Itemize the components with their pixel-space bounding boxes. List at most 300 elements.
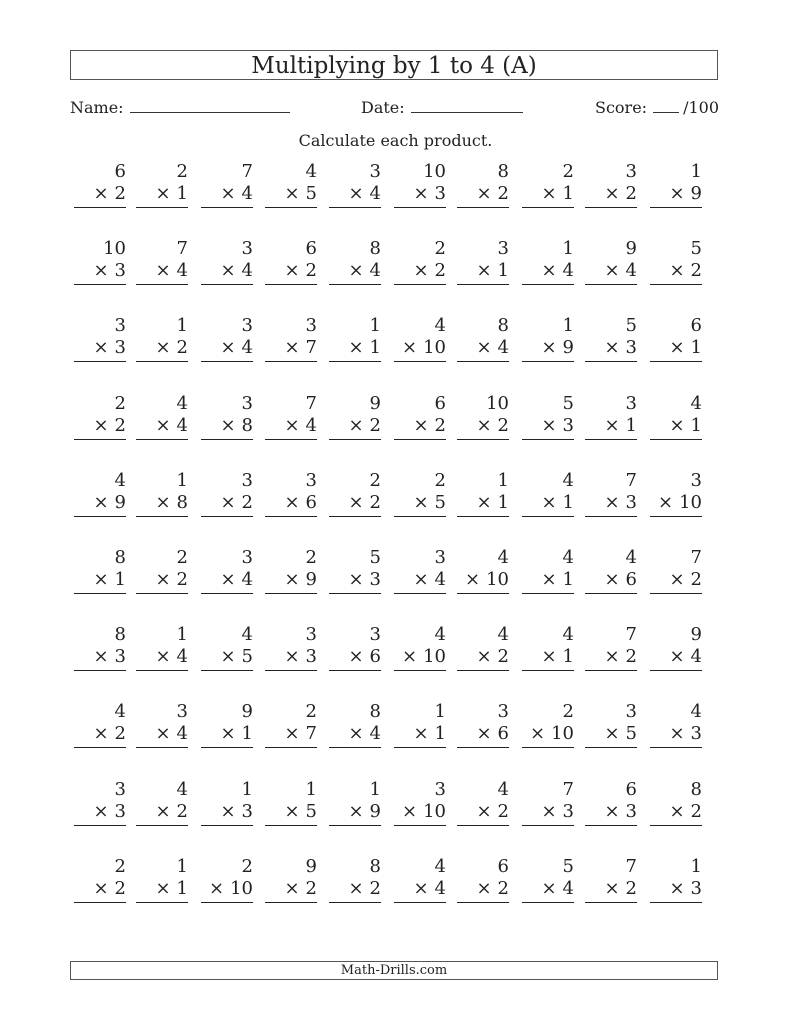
multiplicand: 1 — [176, 624, 188, 646]
multiplier-row — [74, 415, 126, 440]
multiplicand: 6 — [114, 161, 126, 182]
problem — [136, 547, 188, 594]
multiplier: 3 — [690, 877, 702, 899]
multiplier-row — [329, 646, 381, 671]
multiplicand: 4 — [497, 778, 509, 800]
multiplier-row — [585, 492, 637, 517]
multiplier-row — [329, 260, 381, 285]
multiplier: 4 — [690, 646, 702, 668]
times-sign: × — [604, 183, 620, 204]
multiplicand: 8 — [369, 238, 381, 260]
multiplier-row — [394, 260, 446, 285]
multiplier: 3 — [690, 723, 702, 745]
multiplier-row — [201, 260, 253, 285]
multiplier: 6 — [369, 646, 381, 668]
multiplier-row — [201, 801, 253, 826]
times-sign: × — [155, 569, 171, 590]
multiplier-row — [201, 492, 253, 517]
multiplier-row — [136, 569, 188, 594]
problem — [394, 470, 446, 517]
multiplier: 4 — [625, 260, 637, 282]
multiplicand: 2 — [562, 701, 574, 723]
multiplier: 1 — [497, 491, 509, 513]
footer-credit: Math-Drills.com — [70, 961, 718, 980]
problem — [74, 238, 126, 285]
multiplier: 3 — [625, 491, 637, 513]
multiplicand: 4 — [176, 778, 188, 800]
multiplier: 4 — [241, 260, 253, 282]
multiplier: 1 — [562, 569, 574, 590]
problem — [522, 470, 574, 517]
times-sign: × — [669, 183, 685, 204]
multiplier-row — [522, 183, 574, 208]
problem — [650, 470, 702, 517]
multiplier: 4 — [176, 723, 188, 745]
times-sign: × — [541, 183, 557, 204]
problem — [522, 779, 574, 826]
problem — [74, 547, 126, 594]
multiplier: 2 — [305, 877, 317, 899]
times-sign: × — [413, 877, 429, 899]
problem — [265, 315, 317, 362]
multiplicand: 6 — [497, 855, 509, 877]
multiplier: 6 — [625, 569, 637, 590]
multiplicand: 3 — [625, 701, 637, 723]
multiplier: 6 — [305, 491, 317, 513]
multiplier: 5 — [434, 491, 446, 513]
multiplicand: 4 — [562, 547, 574, 568]
multiplier-row — [136, 723, 188, 748]
times-sign: × — [402, 800, 418, 822]
multiplier-row — [329, 801, 381, 826]
multiplier: 1 — [562, 646, 574, 668]
problem — [201, 470, 253, 517]
multiplicand: 8 — [690, 778, 702, 800]
times-sign: × — [604, 877, 620, 899]
multiplicand: 10 — [486, 392, 509, 414]
problem — [201, 315, 253, 362]
multiplier-row — [394, 337, 446, 362]
multiplicand: 3 — [241, 238, 253, 260]
problem — [265, 547, 317, 594]
problem — [201, 161, 253, 208]
problem — [522, 547, 574, 594]
problem — [74, 393, 126, 440]
multiplier: 9 — [305, 569, 317, 590]
multiplier-row — [201, 415, 253, 440]
multiplier-row — [457, 337, 509, 362]
multiplicand: 7 — [625, 624, 637, 646]
multiplier-row — [585, 723, 637, 748]
times-sign: × — [541, 569, 557, 590]
multiplier-row — [265, 337, 317, 362]
times-sign: × — [155, 183, 171, 204]
multiplicand: 3 — [369, 624, 381, 646]
times-sign: × — [541, 337, 557, 359]
times-sign: × — [220, 723, 236, 745]
multiplicand: 6 — [305, 238, 317, 260]
multiplier: 3 — [114, 337, 126, 359]
problem — [265, 856, 317, 903]
multiplier-row — [74, 569, 126, 594]
multiplier-row — [201, 337, 253, 362]
problem — [136, 238, 188, 285]
multiplier: 3 — [114, 260, 126, 282]
multiplier: 2 — [369, 877, 381, 899]
multiplier: 1 — [690, 337, 702, 359]
multiplier: 3 — [241, 800, 253, 822]
multiplicand: 4 — [305, 161, 317, 182]
times-sign: × — [402, 646, 418, 668]
multiplier: 1 — [497, 260, 509, 282]
multiplier-row — [394, 801, 446, 826]
problem — [265, 701, 317, 748]
multiplicand: 4 — [562, 469, 574, 491]
multiplier: 2 — [305, 260, 317, 282]
times-sign: × — [669, 569, 685, 590]
multiplier: 4 — [562, 260, 574, 282]
multiplier: 5 — [305, 800, 317, 822]
multiplier: 2 — [625, 183, 637, 204]
times-sign: × — [476, 491, 492, 513]
problem — [329, 779, 381, 826]
times-sign: × — [658, 491, 674, 513]
problem — [650, 547, 702, 594]
multiplier-row — [329, 415, 381, 440]
times-sign: × — [476, 877, 492, 899]
multiplier-row — [522, 260, 574, 285]
multiplicand: 7 — [562, 778, 574, 800]
times-sign: × — [93, 646, 109, 668]
multiplier: 10 — [551, 723, 574, 745]
times-sign: × — [348, 723, 364, 745]
times-sign: × — [348, 337, 364, 359]
problem — [394, 779, 446, 826]
problem — [585, 856, 637, 903]
times-sign: × — [220, 337, 236, 359]
multiplicand: 1 — [690, 161, 702, 182]
multiplier-row — [585, 801, 637, 826]
multiplier-row — [74, 183, 126, 208]
multiplier: 3 — [625, 337, 637, 359]
multiplicand: 2 — [241, 855, 253, 877]
multiplier: 2 — [625, 877, 637, 899]
problem — [585, 624, 637, 671]
problem — [136, 470, 188, 517]
multiplicand: 10 — [103, 238, 126, 260]
problem — [201, 701, 253, 748]
multiplier: 1 — [690, 414, 702, 436]
multiplier: 2 — [690, 260, 702, 282]
instructions: Calculate each product. — [298, 131, 493, 150]
multiplier-row — [74, 646, 126, 671]
problem — [585, 470, 637, 517]
multiplicand: 8 — [497, 161, 509, 182]
problem — [522, 315, 574, 362]
multiplicand: 3 — [434, 778, 446, 800]
times-sign: × — [220, 646, 236, 668]
multiplier-row — [201, 723, 253, 748]
times-sign: × — [413, 723, 429, 745]
times-sign: × — [413, 183, 429, 204]
multiplicand: 4 — [176, 392, 188, 414]
date-label: Date: — [361, 98, 405, 117]
times-sign: × — [669, 723, 685, 745]
multiplicand: 4 — [497, 547, 509, 568]
multiplier: 4 — [305, 414, 317, 436]
problem — [329, 315, 381, 362]
times-sign: × — [93, 260, 109, 282]
multiplier: 2 — [369, 491, 381, 513]
problem — [74, 856, 126, 903]
multiplicand: 1 — [497, 469, 509, 491]
times-sign: × — [669, 800, 685, 822]
multiplier-row — [650, 183, 702, 208]
problem — [394, 547, 446, 594]
problem — [522, 701, 574, 748]
problem — [136, 161, 188, 208]
multiplier: 4 — [369, 260, 381, 282]
multiplier: 2 — [114, 183, 126, 204]
multiplier: 10 — [423, 800, 446, 822]
multiplier: 1 — [369, 337, 381, 359]
times-sign: × — [284, 183, 300, 204]
multiplier: 4 — [369, 183, 381, 204]
multiplicand: 3 — [305, 469, 317, 491]
problem — [457, 470, 509, 517]
multiplicand: 7 — [690, 547, 702, 568]
multiplier-row — [585, 415, 637, 440]
multiplier-row — [522, 801, 574, 826]
multiplicand: 4 — [690, 392, 702, 414]
multiplicand: 7 — [305, 392, 317, 414]
times-sign: × — [93, 491, 109, 513]
times-sign: × — [348, 260, 364, 282]
multiplier: 4 — [434, 569, 446, 590]
score-total: /100 — [683, 98, 719, 117]
multiplier: 8 — [176, 491, 188, 513]
multiplicand: 2 — [434, 469, 446, 491]
multiplicand: 9 — [625, 238, 637, 260]
multiplier-row — [457, 801, 509, 826]
multiplier-row — [74, 878, 126, 903]
multiplier-row — [74, 337, 126, 362]
multiplier-row — [650, 415, 702, 440]
multiplier-row — [329, 878, 381, 903]
multiplicand: 3 — [241, 315, 253, 337]
multiplicand: 3 — [241, 469, 253, 491]
multiplier-row — [457, 492, 509, 517]
times-sign: × — [348, 491, 364, 513]
times-sign: × — [541, 491, 557, 513]
problem — [650, 701, 702, 748]
multiplier: 9 — [690, 183, 702, 204]
times-sign: × — [220, 569, 236, 590]
multiplier: 3 — [562, 800, 574, 822]
multiplier: 2 — [625, 646, 637, 668]
multiplicand: 1 — [176, 469, 188, 491]
times-sign: × — [541, 646, 557, 668]
problem — [329, 701, 381, 748]
multiplicand: 1 — [241, 778, 253, 800]
problem — [650, 393, 702, 440]
times-sign: × — [284, 260, 300, 282]
multiplicand: 3 — [176, 701, 188, 723]
problem — [585, 779, 637, 826]
problem — [457, 161, 509, 208]
problem — [457, 393, 509, 440]
multiplier-row — [650, 878, 702, 903]
problem — [265, 161, 317, 208]
multiplier: 1 — [176, 183, 188, 204]
multiplicand: 2 — [434, 238, 446, 260]
times-sign: × — [476, 800, 492, 822]
multiplicand: 4 — [241, 624, 253, 646]
times-sign: × — [604, 800, 620, 822]
times-sign: × — [284, 800, 300, 822]
multiplier-row — [201, 183, 253, 208]
multiplicand: 4 — [434, 624, 446, 646]
multiplier: 3 — [114, 800, 126, 822]
multiplier-row — [329, 183, 381, 208]
multiplicand: 9 — [305, 855, 317, 877]
multiplier-row — [522, 492, 574, 517]
multiplier-row — [201, 569, 253, 594]
multiplier-row — [650, 569, 702, 594]
worksheet-title: Multiplying by 1 to 4 (A) — [70, 50, 718, 80]
times-sign: × — [604, 723, 620, 745]
problem — [74, 779, 126, 826]
multiplier: 9 — [369, 800, 381, 822]
multiplier: 3 — [434, 183, 446, 204]
problem — [329, 624, 381, 671]
multiplier: 5 — [305, 183, 317, 204]
multiplier-row — [457, 415, 509, 440]
multiplier-row — [457, 183, 509, 208]
multiplier-row — [136, 646, 188, 671]
multiplier: 9 — [114, 491, 126, 513]
times-sign: × — [93, 337, 109, 359]
problem — [201, 779, 253, 826]
multiplier-row — [136, 415, 188, 440]
times-sign: × — [284, 569, 300, 590]
multiplier-row — [650, 260, 702, 285]
multiplier: 1 — [114, 569, 126, 590]
times-sign: × — [476, 723, 492, 745]
multiplier-row — [74, 260, 126, 285]
times-sign: × — [541, 800, 557, 822]
multiplicand: 3 — [305, 315, 317, 337]
problem — [136, 315, 188, 362]
multiplicand: 10 — [423, 161, 446, 182]
multiplier: 2 — [690, 569, 702, 590]
multiplier-row — [329, 569, 381, 594]
multiplier-row — [136, 183, 188, 208]
times-sign: × — [209, 877, 225, 899]
multiplier: 2 — [176, 337, 188, 359]
problem — [394, 624, 446, 671]
multiplier: 2 — [497, 646, 509, 668]
times-sign: × — [284, 414, 300, 436]
multiplier-row — [394, 492, 446, 517]
problem — [201, 856, 253, 903]
problem — [650, 315, 702, 362]
multiplier: 2 — [434, 260, 446, 282]
multiplier-row — [650, 337, 702, 362]
multiplier-row — [201, 646, 253, 671]
problem — [329, 470, 381, 517]
problem — [585, 547, 637, 594]
multiplicand: 4 — [690, 701, 702, 723]
multiplicand: 3 — [497, 238, 509, 260]
problem — [74, 624, 126, 671]
problem — [265, 238, 317, 285]
multiplier: 2 — [497, 183, 509, 204]
times-sign: × — [402, 337, 418, 359]
multiplier-row — [457, 878, 509, 903]
multiplier-row — [457, 646, 509, 671]
multiplicand: 7 — [625, 855, 637, 877]
multiplier: 10 — [679, 491, 702, 513]
multiplier-row — [522, 569, 574, 594]
times-sign: × — [476, 337, 492, 359]
times-sign: × — [669, 877, 685, 899]
times-sign: × — [155, 646, 171, 668]
multiplier-row — [265, 801, 317, 826]
times-sign: × — [93, 569, 109, 590]
multiplier: 4 — [176, 646, 188, 668]
multiplicand: 9 — [690, 624, 702, 646]
times-sign: × — [155, 414, 171, 436]
multiplier-row — [136, 337, 188, 362]
multiplier-row — [585, 260, 637, 285]
multiplier-row — [329, 492, 381, 517]
multiplier: 1 — [625, 414, 637, 436]
multiplier-row — [329, 723, 381, 748]
problem — [201, 393, 253, 440]
multiplier-row — [394, 569, 446, 594]
times-sign: × — [93, 800, 109, 822]
multiplier: 10 — [423, 646, 446, 668]
multiplier: 1 — [241, 723, 253, 745]
multiplicand: 3 — [369, 161, 381, 182]
multiplicand: 9 — [369, 392, 381, 414]
problem — [522, 856, 574, 903]
multiplier-row — [201, 878, 253, 903]
multiplier-row — [457, 569, 509, 594]
times-sign: × — [348, 569, 364, 590]
problem — [329, 238, 381, 285]
problem — [457, 238, 509, 285]
multiplier: 1 — [176, 877, 188, 899]
times-sign: × — [476, 414, 492, 436]
problem — [457, 856, 509, 903]
problem — [650, 161, 702, 208]
multiplicand: 8 — [369, 701, 381, 723]
problem — [136, 393, 188, 440]
problem — [650, 779, 702, 826]
multiplier: 1 — [562, 491, 574, 513]
multiplicand: 1 — [176, 855, 188, 877]
multiplicand: 8 — [369, 855, 381, 877]
problem — [329, 856, 381, 903]
times-sign: × — [93, 414, 109, 436]
multiplicand: 1 — [369, 778, 381, 800]
multiplier: 2 — [241, 491, 253, 513]
times-sign: × — [476, 260, 492, 282]
times-sign: × — [348, 800, 364, 822]
multiplier: 3 — [625, 800, 637, 822]
